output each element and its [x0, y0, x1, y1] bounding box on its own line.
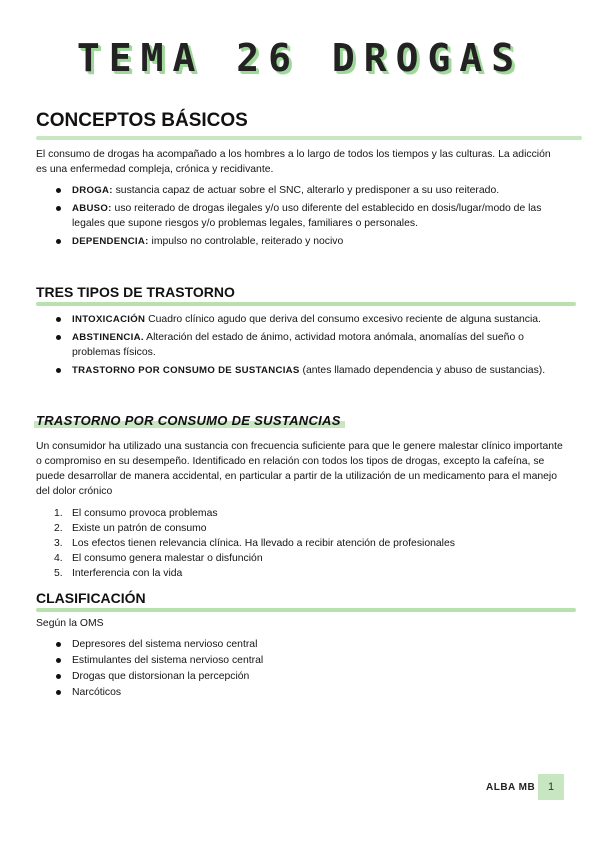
- list-item: [54, 506, 564, 521]
- term-label: ABUSO:: [72, 203, 112, 214]
- section-heading-tipos: TRES TIPOS DE TRASTORNO: [36, 284, 235, 300]
- conceptos-intro: El consumo de drogas ha acompañado a los hombres a lo largo de todos los tiempos y las culturas. La adicción es una enfermedad compleja, crónica y recidivante.: [36, 149, 551, 175]
- section-conceptos: [36, 110, 564, 252]
- list-item: [54, 566, 564, 581]
- section-tipos: [36, 284, 564, 381]
- conceptos-list: [36, 183, 564, 249]
- term-label: DROGA:: [72, 185, 113, 196]
- list-item: [54, 536, 564, 551]
- section-heading-clasificacion: CLASIFICACIÓN: [36, 590, 146, 606]
- clasificacion-intro: Según la OMS: [36, 618, 104, 629]
- list-item: Drogas que distorsionan la percepción: [72, 669, 564, 684]
- section-heading-trastorno: TRASTORNO POR CONSUMO DE SUSTANCIAS: [36, 413, 341, 428]
- heading-underline: [36, 302, 576, 306]
- term-text: Cuadro clínico agudo que deriva del consumo excesivo reciente de alguna sustancia.: [145, 314, 541, 325]
- term-text: Alteración del estado de ánimo, actividad motora anómala, anomalías del sueño o problemas físicos.: [72, 332, 524, 358]
- list-item: [72, 201, 564, 231]
- list-item: [72, 234, 564, 249]
- item-text: Interferencia con la vida: [72, 568, 183, 579]
- item-text: Existe un patrón de consumo: [72, 523, 207, 534]
- item-number: 5.: [54, 568, 63, 579]
- list-item: [72, 363, 564, 378]
- item-number: 1.: [54, 508, 63, 519]
- list-item: [72, 312, 564, 327]
- item-text: El consumo provoca problemas: [72, 508, 218, 519]
- trastorno-intro: Un consumidor ha utilizado una sustancia con frecuencia suficiente para que le genere malestar clínico importante o compromiso en su desempeño. Identificado en relación con todos los tipos de drogas, excepto la cafeína, se puede desarrollar de manera accidental, en particular a partir de la utilización de un medicamento para el manejo del dolor crónico: [36, 441, 563, 497]
- term-label: DEPENDENCIA:: [72, 236, 149, 247]
- tipos-list: [36, 312, 564, 378]
- list-item: [54, 551, 564, 566]
- page-number: 1: [538, 774, 564, 800]
- trastorno-criteria-list: [36, 506, 564, 581]
- clasificacion-list: [36, 637, 564, 700]
- term-text: impulso no controlable, reiterado y nocivo: [148, 236, 344, 247]
- list-item: [72, 330, 564, 360]
- item-number: 3.: [54, 538, 63, 549]
- term-label: TRASTORNO POR CONSUMO DE SUSTANCIAS: [72, 365, 300, 376]
- term-text: (antes llamado dependencia y abuso de sustancias).: [299, 365, 546, 376]
- heading-highlight-wrap: [36, 413, 341, 429]
- list-item: Narcóticos: [72, 685, 564, 700]
- item-text: El consumo genera malestar o disfunción: [72, 553, 263, 564]
- term-label: INTOXICACIÓN: [72, 314, 146, 325]
- item-number: 2.: [54, 523, 63, 534]
- list-item: [54, 521, 564, 536]
- item-text: Los efectos tienen relevancia clínica. Ha llevado a recibir atención de profesionales: [72, 538, 455, 549]
- heading-underline: [36, 608, 576, 612]
- author-label: ALBA MB: [486, 782, 536, 793]
- section-clasificacion: [36, 590, 564, 701]
- section-trastorno: [36, 410, 564, 581]
- list-item: Estimulantes del sistema nervioso central: [72, 653, 564, 668]
- term-label: ABSTINENCIA.: [72, 332, 144, 343]
- list-item: Depresores del sistema nervioso central: [72, 637, 564, 652]
- section-heading-conceptos: CONCEPTOS BÁSICOS: [36, 110, 248, 131]
- list-item: [72, 183, 564, 198]
- term-text: sustancia capaz de actuar sobre el SNC, alterarlo y predisponer a su uso reiterado.: [112, 185, 500, 196]
- heading-underline: [36, 136, 582, 140]
- item-number: 4.: [54, 553, 63, 564]
- term-text: uso reiterado de drogas ilegales y/o uso diferente del establecido en dosis/lugar/modo de las legales que supone riesgos y/o problemas legales, familiares o personales.: [72, 203, 542, 229]
- page-title: TEMA 26 DROGAS: [76, 36, 524, 80]
